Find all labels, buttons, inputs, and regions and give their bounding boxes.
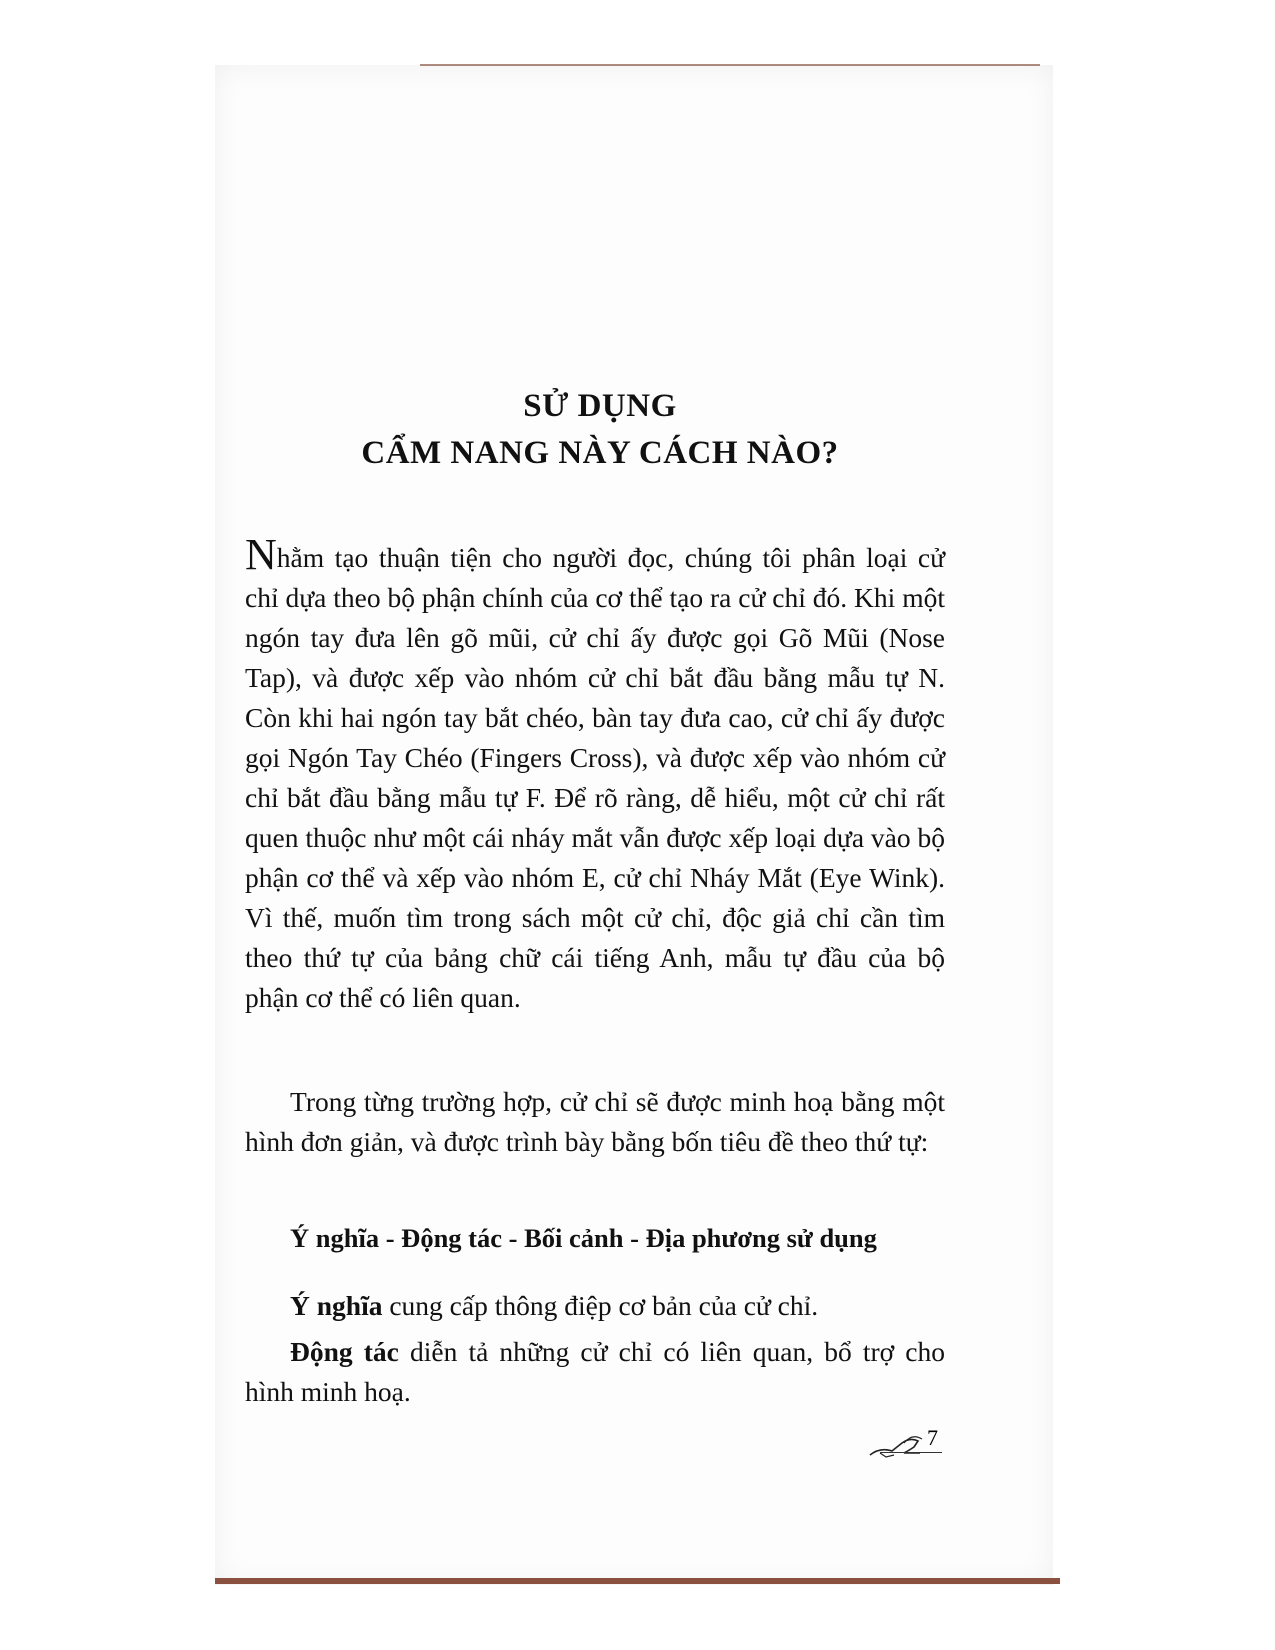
paragraph-1 bbox=[245, 530, 945, 1018]
paragraph-1-text: hằm tạo thuận tiện cho người đọc, chúng tôi phân loại cử chỉ dựa theo bộ phận chính của cơ thể tạo ra cử chỉ đó. Khi một ngón tay đưa lên gõ mũi, cử chỉ ấy được gọi Gõ Mũi (Nose Tap), và được xếp vào nhóm cử chỉ bắt đầu bằng mẫu tự N. Còn khi hai ngón tay bắt chéo, bàn tay đưa cao, cử chỉ ấy được gọi Ngón Tay Chéo (Fingers Cross), và được xếp vào nhóm cử chỉ bắt đầu bằng mẫu tự F. Để rõ ràng, dễ hiểu, một cử chỉ rất quen thuộc như một cái nháy mắt vẫn được xếp loại dựa vào bộ phận cơ thể và xếp vào nhóm E, cử chỉ Nháy Mắt (Eye Wink). Vì thế, muốn tìm trong sách một cử chỉ, độc giả chỉ cần tìm theo thứ tự của bảng chữ cái tiếng Anh, mẫu tự đầu của bộ phận cơ thể có liên quan. bbox=[245, 542, 945, 1013]
hand-sketch-icon bbox=[860, 1425, 960, 1465]
definition-action-text: diễn tả những cử chỉ có liên quan, bổ trợ cho hình minh hoạ. bbox=[245, 1336, 945, 1407]
definition-meaning bbox=[290, 1286, 818, 1326]
definition-action bbox=[245, 1332, 945, 1412]
page-number: 7 bbox=[927, 1425, 938, 1450]
page-bottom-edge bbox=[215, 1578, 1060, 1584]
definition-meaning-term: Ý nghĩa bbox=[290, 1290, 383, 1321]
definition-action-term: Động tác bbox=[290, 1336, 399, 1367]
section-headings: Ý nghĩa - Động tác - Bối cảnh - Địa phương sử dụng bbox=[290, 1223, 877, 1253]
footer-rule bbox=[880, 1452, 942, 1453]
page-top-edge bbox=[420, 64, 1040, 66]
drop-cap: N bbox=[245, 530, 277, 579]
page-title-line-1: SỬ DỤNG bbox=[523, 388, 677, 424]
definition-meaning-text: cung cấp thông điệp cơ bản của cử chỉ. bbox=[382, 1290, 819, 1321]
paragraph-2: Trong từng trường hợp, cử chỉ sẽ được minh hoạ bằng một hình đơn giản, và được trình bày bằng bốn tiêu đề theo thứ tự: bbox=[245, 1086, 945, 1157]
page-title-line-2: CẨM NANG NÀY CÁCH NÀO? bbox=[361, 435, 839, 471]
